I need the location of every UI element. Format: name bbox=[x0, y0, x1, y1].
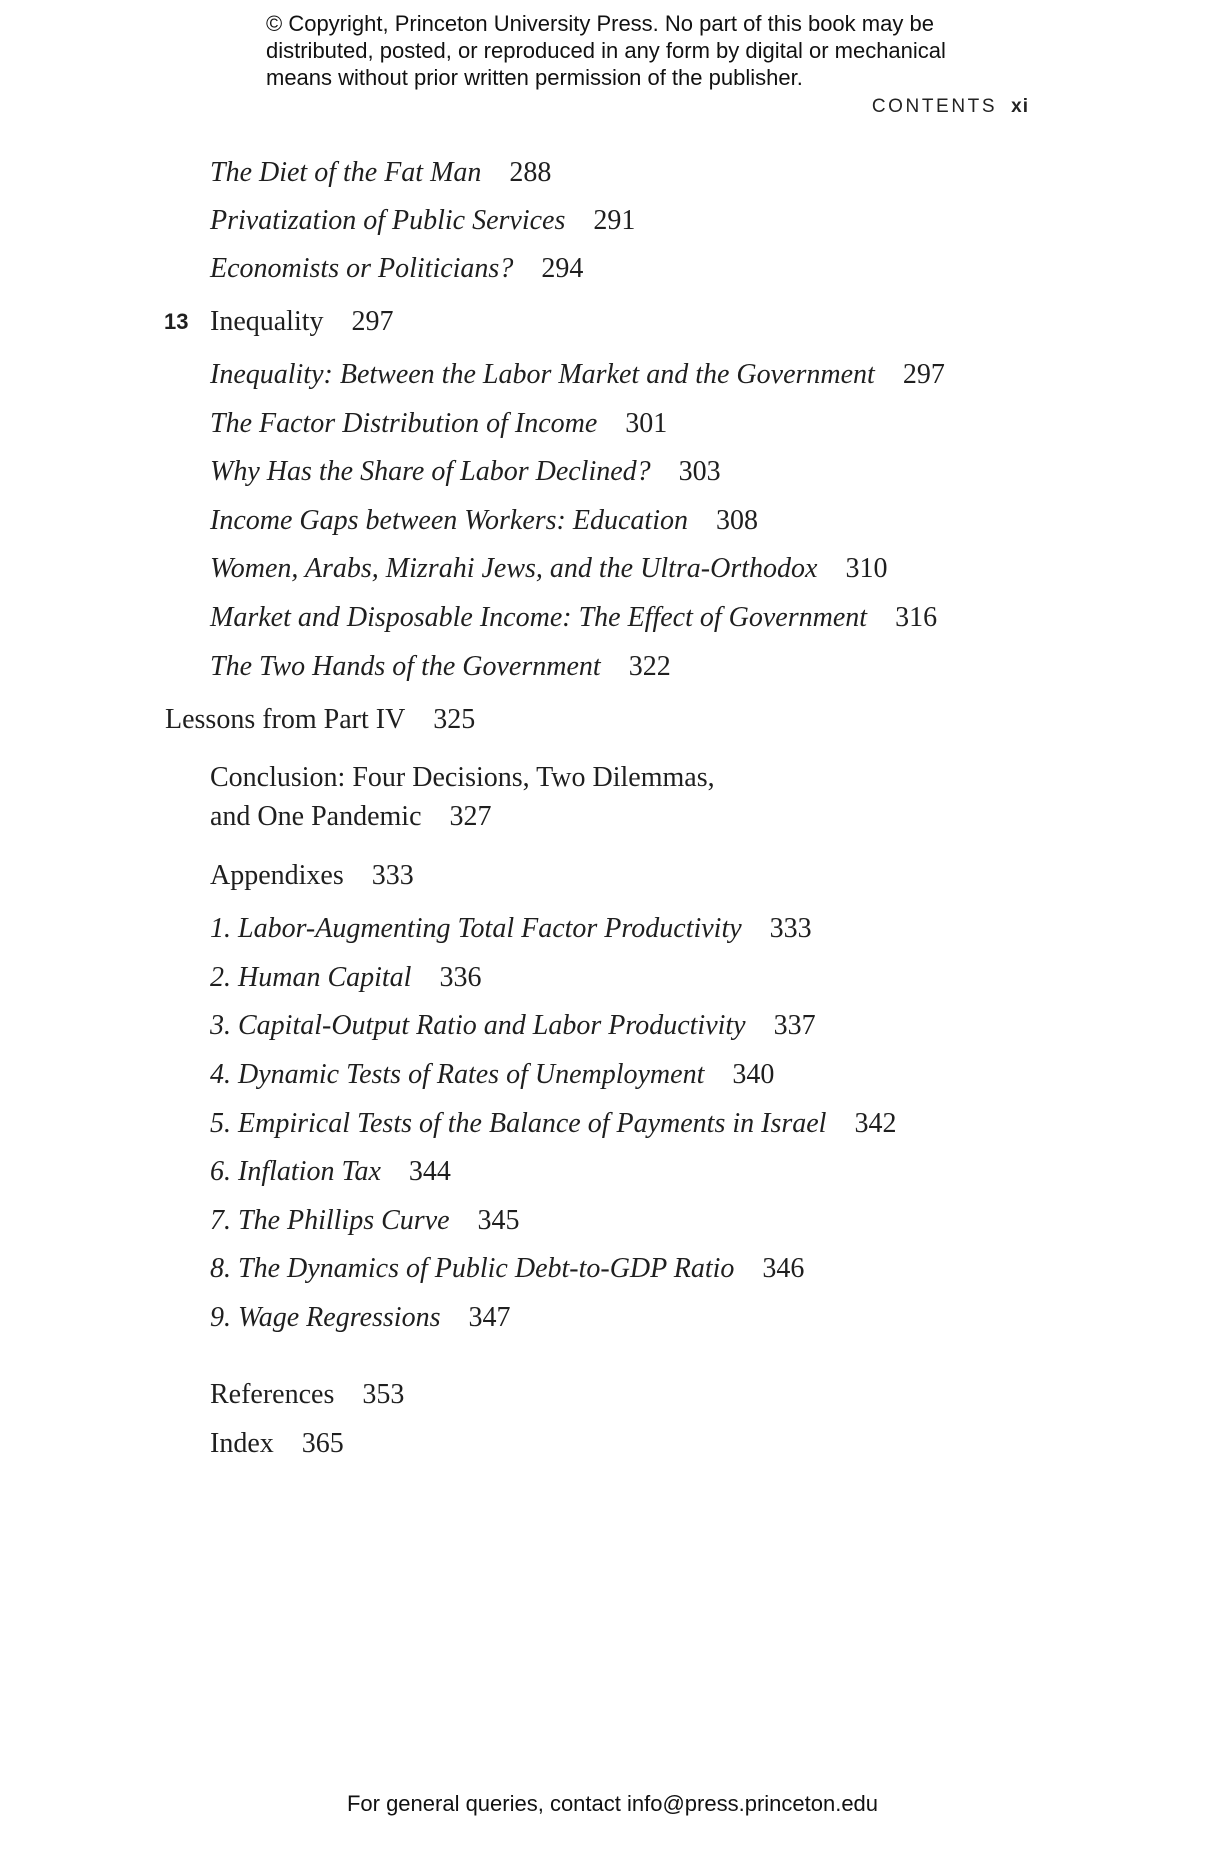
toc-entry-page: 333 bbox=[769, 913, 812, 944]
toc-chapter-entry bbox=[210, 305, 394, 339]
toc-entry-page: 303 bbox=[678, 456, 721, 487]
toc-appendix-item bbox=[210, 912, 812, 946]
toc-section-entry bbox=[210, 156, 551, 190]
toc-entry-page: 342 bbox=[854, 1108, 897, 1139]
toc-appendix-item bbox=[210, 1107, 896, 1141]
toc-entry-title: 6. Inflation Tax bbox=[210, 1156, 381, 1187]
toc-entry-page: 297 bbox=[351, 306, 394, 337]
toc-appendixes-entry bbox=[210, 859, 414, 893]
toc-entry-page: 301 bbox=[625, 408, 668, 439]
toc-references-entry bbox=[210, 1378, 404, 1412]
toc-part-lessons-entry bbox=[165, 703, 475, 737]
toc-entry-title: Lessons from Part IV bbox=[165, 704, 406, 735]
toc-appendix-item bbox=[210, 1301, 510, 1335]
toc-entry-title: 2. Human Capital bbox=[210, 962, 412, 993]
toc-appendix-item bbox=[210, 1204, 520, 1238]
toc-entry-page: 325 bbox=[433, 704, 476, 735]
toc-entry-page: 322 bbox=[628, 651, 671, 682]
toc-section-entry bbox=[210, 407, 667, 441]
toc-entry-page: 347 bbox=[468, 1302, 511, 1333]
toc-entry-title: Conclusion: Four Decisions, Two Dilemmas, bbox=[210, 762, 715, 793]
toc-entry-title: 3. Capital-Output Ratio and Labor Productivity bbox=[210, 1010, 746, 1041]
toc-entry-title: 1. Labor-Augmenting Total Factor Productivity bbox=[210, 913, 742, 944]
toc-entry-page: 288 bbox=[509, 157, 552, 188]
toc-entry-page: 365 bbox=[301, 1428, 344, 1459]
toc-entry-title: Economists or Politicians? bbox=[210, 253, 514, 284]
toc-appendix-item bbox=[210, 961, 481, 995]
toc-conclusion-entry bbox=[210, 761, 715, 795]
toc-entry-page: 344 bbox=[408, 1156, 451, 1187]
toc-section-entry bbox=[210, 552, 887, 586]
toc-entry-title: The Diet of the Fat Man bbox=[210, 157, 482, 188]
toc-entry-title: Appendixes bbox=[210, 860, 344, 891]
toc-conclusion-entry-continued bbox=[210, 800, 492, 834]
toc-entry-page: 291 bbox=[593, 205, 636, 236]
toc-entry-title: Inequality bbox=[210, 306, 324, 337]
toc-entry-title: Privatization of Public Services bbox=[210, 205, 566, 236]
toc-entry-title: The Factor Distribution of Income bbox=[210, 408, 598, 439]
toc-entry-title: Women, Arabs, Mizrahi Jews, and the Ultra-Orthodox bbox=[210, 553, 818, 584]
toc-entry-page: 316 bbox=[895, 602, 938, 633]
chapter-number: 13 bbox=[164, 309, 189, 334]
toc-entry-title: Inequality: Between the Labor Market and the Government bbox=[210, 359, 875, 390]
toc-section-entry bbox=[210, 204, 635, 238]
toc-entry-title: Income Gaps between Workers: Education bbox=[210, 505, 688, 536]
toc-entry-title: Why Has the Share of Labor Declined? bbox=[210, 456, 651, 487]
toc-entry-page: 308 bbox=[715, 505, 758, 536]
toc-entry-title: 5. Empirical Tests of the Balance of Payments in Israel bbox=[210, 1108, 827, 1139]
toc-entry-title: 8. The Dynamics of Public Debt-to-GDP Ratio bbox=[210, 1253, 735, 1284]
toc-appendix-item bbox=[210, 1252, 804, 1286]
toc-entry-title: and One Pandemic bbox=[210, 801, 422, 832]
toc-entry-page: 327 bbox=[449, 801, 492, 832]
toc-entry-page: 353 bbox=[362, 1379, 405, 1410]
copyright-line: distributed, posted, or reproduced in any form by digital or mechanical bbox=[266, 38, 946, 63]
toc-entry-page: 346 bbox=[762, 1253, 805, 1284]
toc-entry-page: 294 bbox=[541, 253, 584, 284]
toc-entry-page: 337 bbox=[773, 1010, 816, 1041]
toc-index-entry bbox=[210, 1427, 344, 1461]
toc-entry-page: 336 bbox=[439, 962, 482, 993]
page-number: xi bbox=[1011, 96, 1029, 117]
toc-appendix-item bbox=[210, 1058, 774, 1092]
toc-section-entry bbox=[210, 650, 671, 684]
toc-entry-title: The Two Hands of the Government bbox=[210, 651, 601, 682]
toc-entry-title: Index bbox=[210, 1428, 274, 1459]
toc-entry-title: 7. The Phillips Curve bbox=[210, 1205, 450, 1236]
toc-section-entry bbox=[210, 455, 721, 489]
toc-entry-title: 4. Dynamic Tests of Rates of Unemployment bbox=[210, 1059, 705, 1090]
toc-section-entry bbox=[210, 358, 945, 392]
toc-entry-title: References bbox=[210, 1379, 335, 1410]
toc-section-entry bbox=[210, 504, 758, 538]
toc-entry-title: 9. Wage Regressions bbox=[210, 1302, 441, 1333]
toc-entry-page: 333 bbox=[371, 860, 414, 891]
toc-section-entry bbox=[210, 601, 937, 635]
toc-entry-page: 340 bbox=[732, 1059, 775, 1090]
toc-section-entry bbox=[210, 252, 583, 286]
running-head-label: CONTENTS bbox=[871, 96, 998, 117]
toc-entry-title: Market and Disposable Income: The Effect of Government bbox=[210, 602, 868, 633]
copyright-line: © Copyright, Princeton University Press. No part of this book may be bbox=[266, 11, 934, 36]
toc-entry-page: 345 bbox=[477, 1205, 520, 1236]
toc-appendix-item bbox=[210, 1009, 816, 1043]
toc-entry-page: 310 bbox=[845, 553, 888, 584]
footer-contact: For general queries, contact info@press.princeton.edu bbox=[346, 1791, 879, 1816]
copyright-line: means without prior written permission of the publisher. bbox=[266, 65, 803, 90]
toc-entry-page: 297 bbox=[902, 359, 945, 390]
toc-appendix-item bbox=[210, 1155, 451, 1189]
